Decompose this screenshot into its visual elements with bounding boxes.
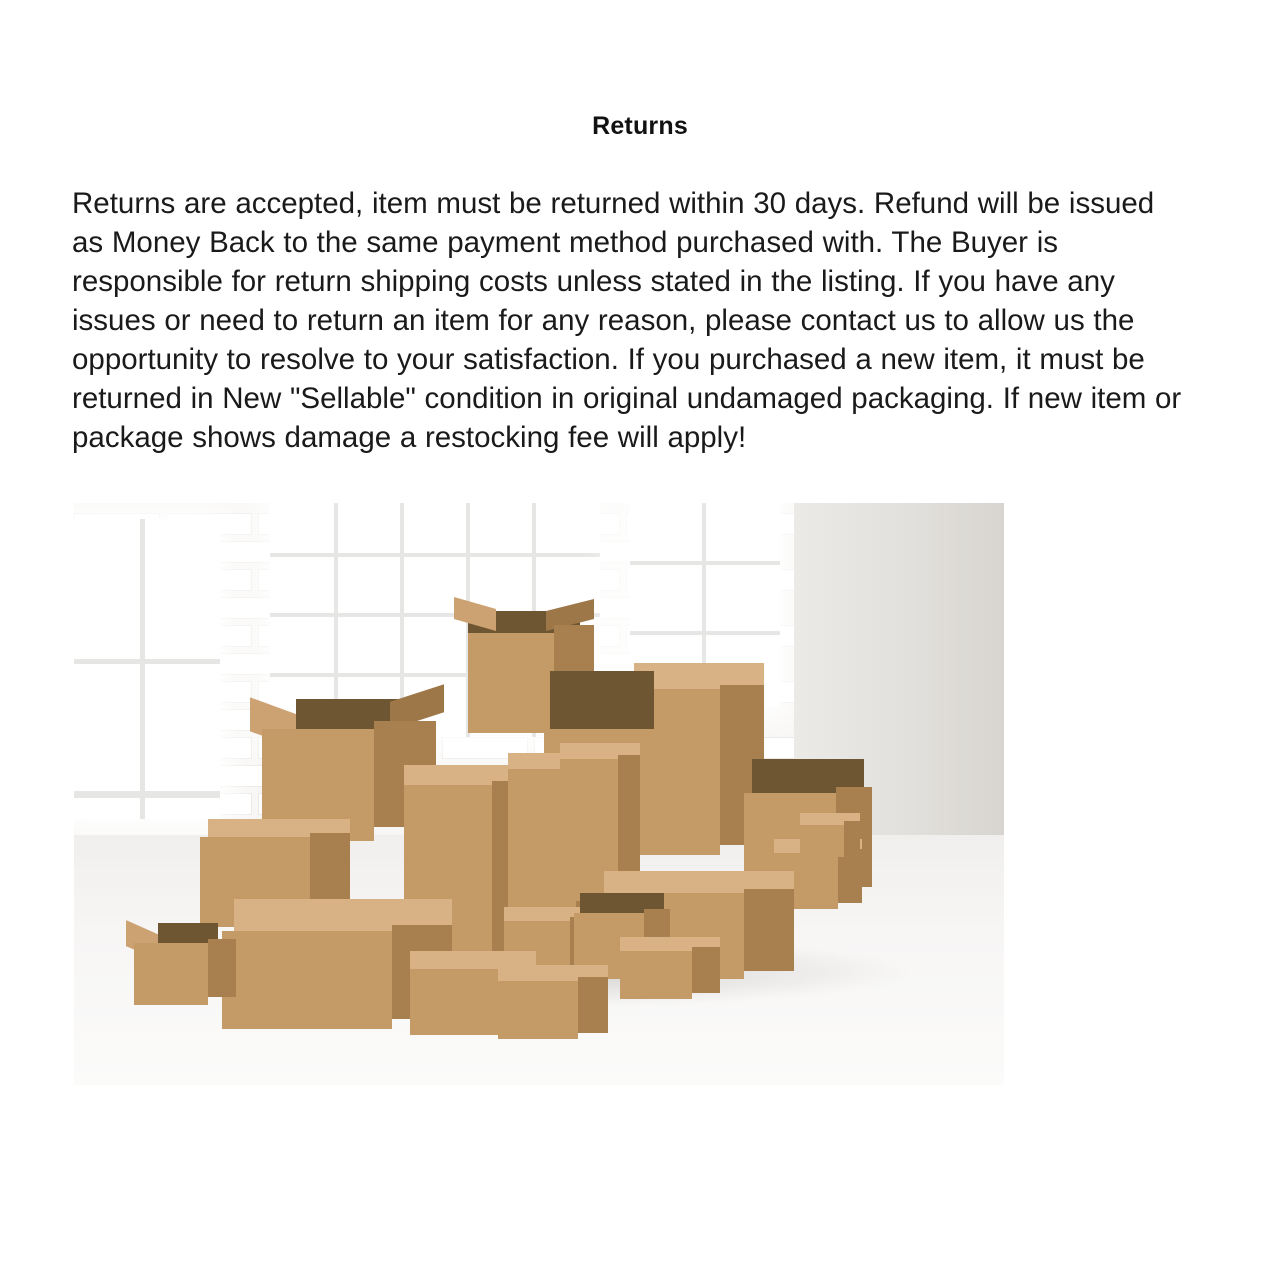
box-front-small-c [620,937,720,999]
box-front-small-b [498,965,608,1039]
window-left [74,519,220,819]
box-open-floor-left [126,921,236,1007]
room-background [74,503,1004,1085]
box-small-right-b [800,813,860,857]
returns-policy-text: Returns are accepted, item must be returned within 30 days. Refund will be issued as Money Back to the same payment method purchased with. The Buyer is responsible for return shipping costs unless stated in the listing. If you have any issues or need to return an item for any reason, please contact us to allow us the opportunity to resolve to your satisfaction. If you purchased a new item, it must be returned in New "Sellable" condition in original undamaged packaging. If new item or package shows damage a restocking fee will apply! [72,187,1182,454]
boxes-photo [74,503,1004,1085]
page-title: Returns [592,112,688,140]
